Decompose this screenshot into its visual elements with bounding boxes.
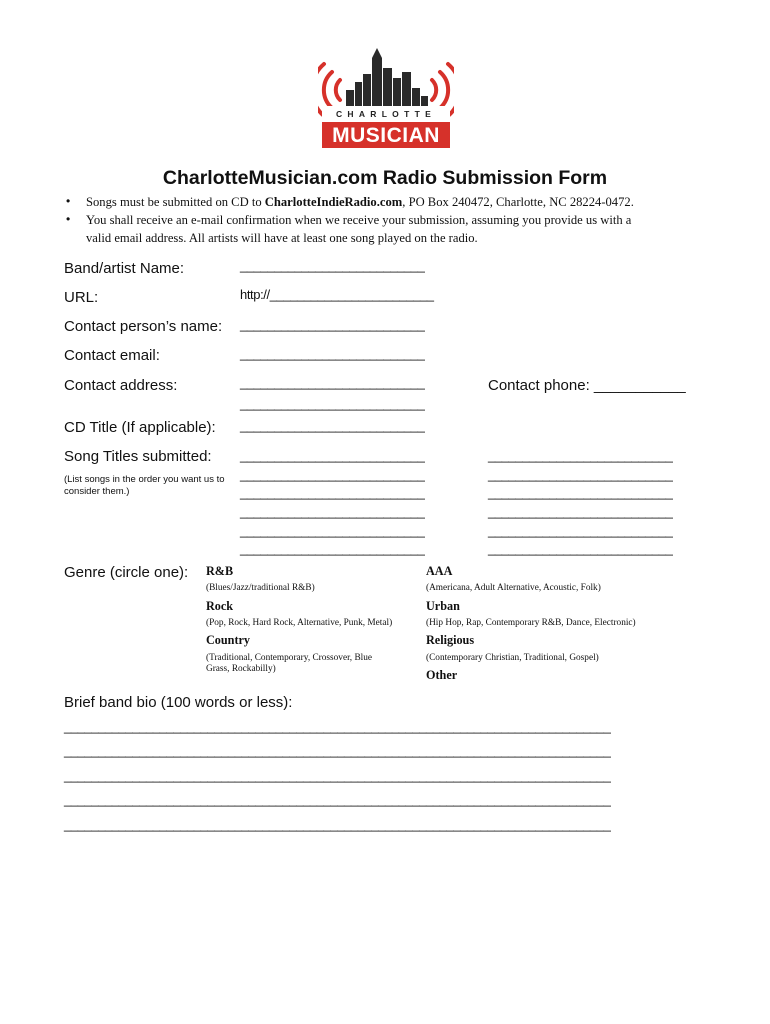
contact-email-label: Contact email: — [64, 347, 160, 364]
bio-line[interactable]: ________________________________________________________________________________ — [64, 792, 611, 807]
song-line[interactable]: ___________________________ — [240, 485, 425, 500]
song-line[interactable]: ___________________________ — [240, 448, 425, 463]
song-line[interactable]: ___________________________ — [488, 541, 673, 556]
cd-title-field[interactable]: ___________________________ — [240, 418, 425, 433]
band-bio-label: Brief band bio (100 words or less): — [64, 694, 293, 711]
genre-country-desc: (Traditional, Contemporary, Crossover, Blue Grass, Rockabilly) — [206, 653, 373, 674]
genre-urban[interactable]: Urban — [426, 599, 460, 613]
song-line[interactable]: ___________________________ — [240, 523, 425, 538]
url-field[interactable]: http://________________________ — [240, 287, 434, 302]
band-name-label: Band/artist Name: — [64, 260, 185, 277]
logo-main-text: MUSICIAN — [332, 124, 440, 147]
logo-top-text: CHARLOTTE — [335, 109, 437, 119]
genre-rnb[interactable]: R&B — [206, 564, 234, 578]
skyline-icon — [346, 48, 428, 116]
song-line[interactable]: ___________________________ — [488, 467, 673, 482]
genre-aaa-desc: (Americana, Adult Alternative, Acoustic, Folk) — [426, 583, 601, 593]
contact-address-label: Contact address: — [64, 377, 178, 394]
song-titles-label: Song Titles submitted: — [64, 448, 212, 465]
song-line[interactable]: ___________________________ — [240, 467, 425, 482]
bio-line[interactable]: ________________________________________________________________________________ — [64, 768, 611, 783]
song-line[interactable]: ___________________________ — [488, 523, 673, 538]
genre-other[interactable]: Other — [426, 668, 458, 682]
bio-line[interactable]: ________________________________________________________________________________ — [64, 817, 611, 832]
contact-address-field-2[interactable]: ___________________________ — [240, 396, 425, 411]
genre-aaa[interactable]: AAA — [426, 564, 453, 578]
genre-urban-desc: (Hip Hop, Rap, Contemporary R&B, Dance, Electronic) — [426, 618, 636, 628]
contact-email-field[interactable]: ___________________________ — [240, 346, 425, 361]
song-line[interactable]: ___________________________ — [488, 504, 673, 519]
contact-person-field[interactable]: ___________________________ — [240, 317, 425, 332]
genre-rock[interactable]: Rock — [206, 599, 234, 613]
charlotte-musician-logo — [318, 44, 454, 154]
bullet-confirmation-line2: valid email address. All artists will have at least one song played on the radio. — [86, 231, 478, 245]
contact-address-field-1[interactable]: ___________________________ — [240, 375, 425, 390]
url-label: URL: — [64, 289, 99, 306]
contact-phone-field[interactable]: Contact phone: ___________ — [488, 377, 686, 394]
bullet-submission-info: Songs must be submitted on CD to CharlotteIndieRadio.com, PO Box 240472, Charlotte, NC 28224-0472. — [86, 195, 634, 209]
song-line[interactable]: ___________________________ — [240, 541, 425, 556]
band-name-field[interactable]: ___________________________ — [240, 258, 425, 273]
bullet-dot-icon: • — [66, 194, 71, 208]
bullet-confirmation-line1: You shall receive an e-mail confirmation when we receive your submission, assuming you provide us with a — [86, 213, 632, 227]
cd-title-label: CD Title (If applicable): — [64, 419, 216, 436]
song-line[interactable]: ___________________________ — [488, 448, 673, 463]
song-line[interactable]: ___________________________ — [240, 504, 425, 519]
genre-country[interactable]: Country — [206, 633, 251, 647]
genre-religious[interactable]: Religious — [426, 633, 475, 647]
genre-rnb-desc: (Blues/Jazz/traditional R&B) — [206, 583, 315, 593]
genre-label: Genre (circle one): — [64, 564, 189, 581]
genre-rock-desc: (Pop, Rock, Hard Rock, Alternative, Punk, Metal) — [206, 618, 393, 628]
bullet-dot-icon: • — [66, 212, 71, 226]
contact-person-label: Contact person’s name: — [64, 318, 223, 335]
page-title: CharlotteMusician.com Radio Submission Form — [162, 167, 608, 189]
song-titles-note: (List songs in the order you want us to consider them.) — [64, 474, 225, 497]
bio-line[interactable]: ________________________________________________________________________________ — [64, 719, 611, 734]
song-line[interactable]: ___________________________ — [488, 485, 673, 500]
genre-religious-desc: (Contemporary Christian, Traditional, Gospel) — [426, 653, 599, 663]
bio-line[interactable]: ________________________________________________________________________________ — [64, 743, 611, 758]
